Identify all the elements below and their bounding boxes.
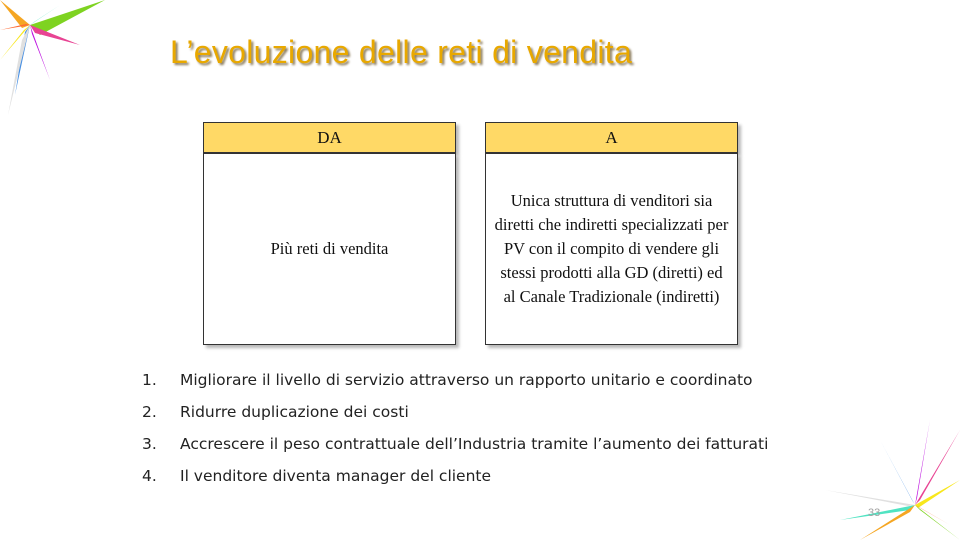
list-item-number: 2.	[142, 403, 157, 421]
list-item-number: 1.	[142, 371, 157, 389]
numbered-list	[142, 364, 768, 492]
list-item-text: Migliorare il livello di servizio attraverso un rapporto unitario e coordinato	[180, 371, 753, 389]
list-item	[142, 428, 768, 460]
column-body-da: Più reti di vendita	[203, 153, 456, 345]
list-item-number: 4.	[142, 467, 157, 485]
starburst-decoration-top-left	[0, 0, 120, 120]
list-item	[142, 396, 768, 428]
column-body-a: Unica struttura di venditori sia diretti che indiretti specializzati per PV con il compito di vendere gli stessi prodotti alla GD (diretti) ed al Canale Tradizionale (indiretti)	[485, 153, 738, 345]
page-number: 33	[868, 507, 881, 519]
page-title: L’evoluzione delle reti di vendita	[170, 34, 633, 70]
column-header-da: DA	[203, 122, 456, 153]
list-item-text: Ridurre duplicazione dei costi	[180, 403, 409, 421]
list-item-number: 3.	[142, 435, 157, 453]
column-header-a: A	[485, 122, 738, 153]
list-item-text: Accrescere il peso contrattuale dell’Industria tramite l’aumento dei fatturati	[180, 435, 769, 453]
list-item	[142, 364, 768, 396]
list-item-text: Il venditore diventa manager del cliente	[180, 467, 492, 485]
list-item	[142, 460, 768, 492]
starburst-decoration-bottom-right	[820, 420, 960, 540]
